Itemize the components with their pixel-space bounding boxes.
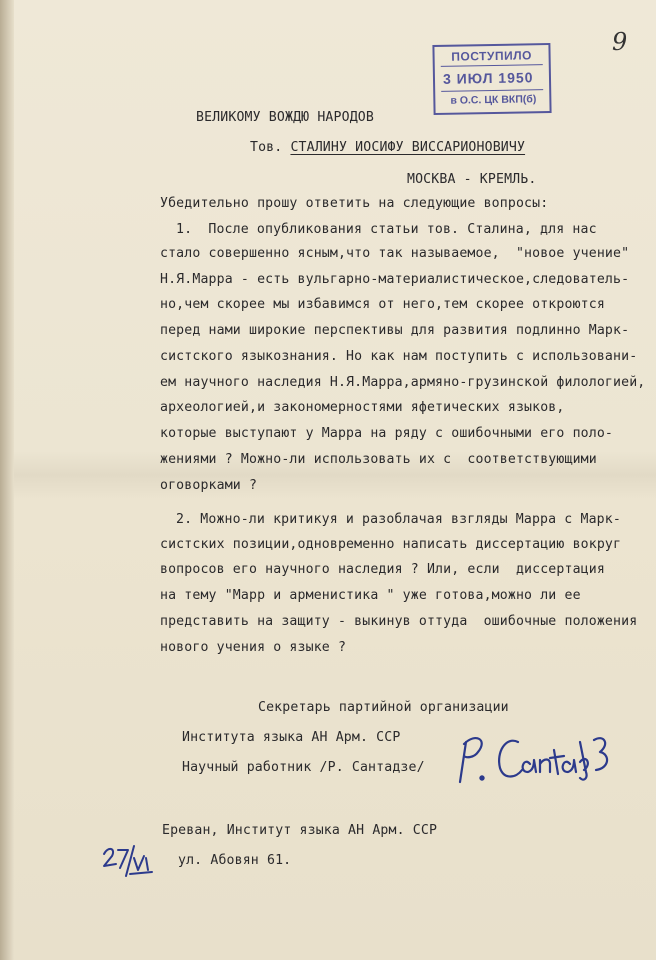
q2-line: на тему "Марр и арменистика " уже готова,можно ли ее: [160, 588, 581, 603]
footer-address-line-2: ул. Абовян 61.: [178, 853, 292, 868]
stamp-line-1: ПОСТУПИЛО: [451, 48, 533, 64]
q1-line: но,чем скорее мы избавимся от него,тем скорее откроются: [160, 297, 605, 312]
handwritten-signature: [448, 712, 618, 792]
addressee-name: СТАЛИНУ ИОСИФУ ВИССАРИОНОВИЧУ: [290, 140, 526, 155]
stamp-divider: [441, 64, 543, 67]
q2-line: 2. Можно-ли критикуя и разоблачая взгляды Марра с Марк-: [176, 512, 621, 527]
stamp-divider: [441, 89, 543, 92]
intro-line: Убедительно прошу ответить на следующие вопросы:: [160, 196, 549, 211]
signature-line-3: Научный работник /Р. Сантадзе/: [182, 760, 425, 775]
q2-line: вопросов его научного наследия ? Или, если диссертация: [160, 562, 605, 577]
q1-line: ем научного наследия Н.Я.Марра,армяно-грузинской филологией,: [160, 375, 646, 390]
q1-line: археологией,и закономерностями яфетических языков,: [160, 400, 565, 415]
addressee-line-2: [250, 140, 525, 156]
q1-line: которые выступают у Марра на ряду с ошибочными его поло-: [160, 426, 614, 441]
q2-line: систских позиции,одновременно написать диссертацию вокруг: [160, 537, 622, 552]
q1-line: стало совершенно ясным,что так называемое, "новое учение": [160, 246, 630, 261]
q1-line: Н.Я.Марра - есть вульгарно-материалистическое,следователь-: [160, 272, 630, 287]
q1-line: систского языкознания. Но как нам поступить с использовани-: [160, 349, 638, 364]
handwritten-date-note: [100, 842, 156, 882]
q1-line: оговорками ?: [160, 478, 258, 493]
addressee-line-1: ВЕЛИКОМУ ВОЖДЮ НАРОДОВ: [196, 110, 374, 125]
page-number: 9: [612, 28, 628, 56]
signature-line-2: Института языка АН Арм. ССР: [182, 730, 401, 745]
q1-line: 1. После опубликования статьи тов. Сталина, для нас: [176, 222, 597, 237]
address-kremlin: МОСКВА - КРЕМЛЬ.: [407, 172, 537, 187]
q2-line: представить на защиту - выкинув оттуда ошибочные положения: [160, 614, 638, 629]
q1-line: перед нами широкие перспективы для развития подлинно Марк-: [160, 323, 630, 338]
stamp-line-2: 3 ИЮЛ 1950: [442, 69, 534, 87]
q1-line: жениями ? Можно-ли использовать их с соответствующими: [160, 452, 597, 467]
received-stamp: [432, 43, 551, 115]
signature-line-1: Секретарь партийной организации: [258, 700, 509, 715]
stamp-line-3: в О.С. ЦК ВКП(б): [450, 93, 537, 107]
addressee-prefix: Тов.: [250, 140, 283, 155]
q2-line: нового учения о языке ?: [160, 640, 347, 655]
footer-address-line-1: Ереван, Институт языка АН Арм. ССР: [162, 823, 438, 838]
